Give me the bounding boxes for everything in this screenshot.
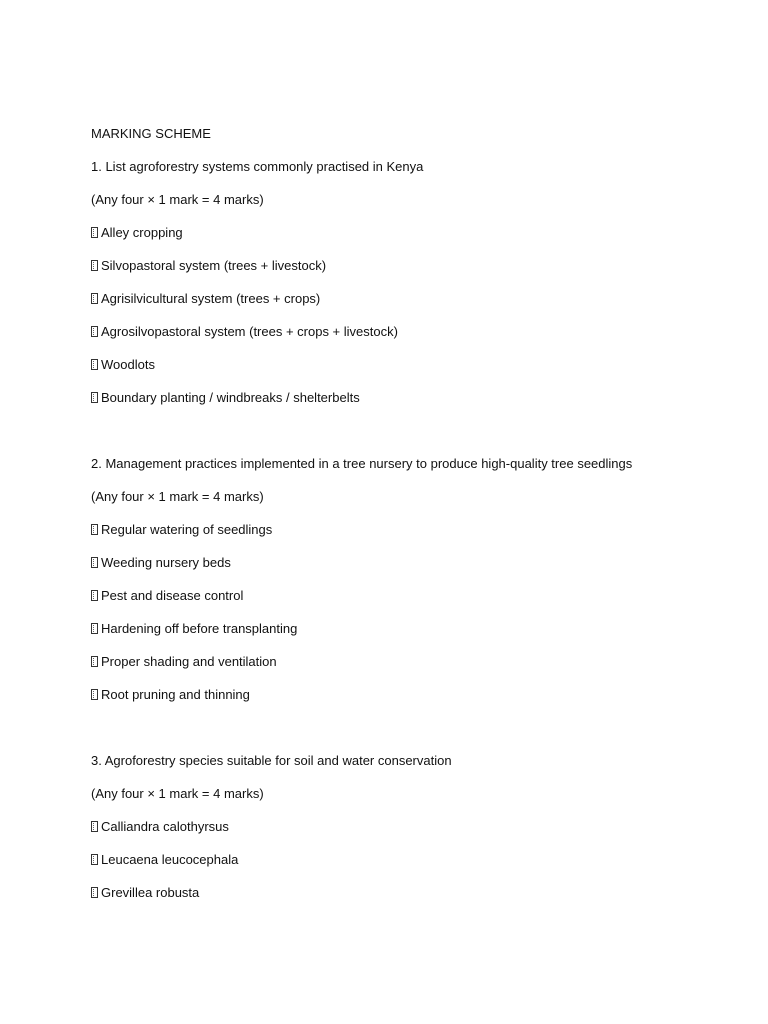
list-item-text: Alley cropping — [101, 225, 183, 240]
list-item-text: Weeding nursery beds — [101, 555, 231, 570]
missing-glyph-box-icon — [91, 656, 98, 667]
list-item-text: Silvopastoral system (trees + livestock) — [101, 258, 327, 273]
list-item-text: Boundary planting / windbreaks / shelterbelts — [101, 390, 360, 405]
list-item-text: Hardening off before transplanting — [101, 621, 298, 636]
missing-glyph-box-icon — [91, 590, 98, 601]
missing-glyph-box-icon — [91, 887, 98, 898]
list-item-text: Woodlots — [101, 357, 155, 372]
question-3: 3. Agroforestry species suitable for soil and water conservation — [91, 753, 452, 768]
missing-glyph-box-icon — [91, 359, 98, 370]
section-spacer — [91, 422, 731, 455]
missing-glyph-box-icon — [91, 326, 98, 337]
list-item — [91, 851, 731, 868]
list-item — [91, 521, 731, 538]
list-item — [91, 257, 731, 274]
marking-scheme-content — [91, 125, 731, 917]
missing-glyph-box-icon — [91, 821, 98, 832]
list-item — [91, 290, 731, 307]
list-item-text: Agrisilvicultural system (trees + crops) — [101, 291, 321, 306]
list-item-text: Leucaena leucocephala — [101, 852, 239, 867]
missing-glyph-box-icon — [91, 689, 98, 700]
question-1: 1. List agroforestry systems commonly practised in Kenya — [91, 159, 424, 174]
list-item — [91, 356, 731, 373]
list-item-text: Proper shading and ventilation — [101, 654, 277, 669]
missing-glyph-box-icon — [91, 557, 98, 568]
list-item — [91, 389, 731, 406]
question-2: 2. Management practices implemented in a tree nursery to produce high-quality tree seedlings — [91, 456, 633, 471]
missing-glyph-box-icon — [91, 623, 98, 634]
question-3-marks: (Any four × 1 mark = 4 marks) — [91, 786, 264, 801]
missing-glyph-box-icon — [91, 227, 98, 238]
document-title: MARKING SCHEME — [91, 126, 211, 141]
list-item — [91, 620, 731, 637]
list-item — [91, 653, 731, 670]
section-spacer — [91, 719, 731, 752]
list-item-text: Pest and disease control — [101, 588, 244, 603]
missing-glyph-box-icon — [91, 260, 98, 271]
list-item-text: Agrosilvopastoral system (trees + crops + livestock) — [101, 324, 398, 339]
list-item — [91, 884, 731, 901]
missing-glyph-box-icon — [91, 293, 98, 304]
list-item — [91, 818, 731, 835]
list-item — [91, 323, 731, 340]
list-item-text: Root pruning and thinning — [101, 687, 250, 702]
question-1-marks: (Any four × 1 mark = 4 marks) — [91, 192, 264, 207]
list-item — [91, 686, 731, 703]
list-item-text: Calliandra calothyrsus — [101, 819, 229, 834]
list-item-text: Grevillea robusta — [101, 885, 200, 900]
list-item-text: Regular watering of seedlings — [101, 522, 273, 537]
list-item — [91, 224, 731, 241]
question-2-marks: (Any four × 1 mark = 4 marks) — [91, 489, 264, 504]
list-item — [91, 554, 731, 571]
missing-glyph-box-icon — [91, 392, 98, 403]
missing-glyph-box-icon — [91, 524, 98, 535]
list-item — [91, 587, 731, 604]
missing-glyph-box-icon — [91, 854, 98, 865]
